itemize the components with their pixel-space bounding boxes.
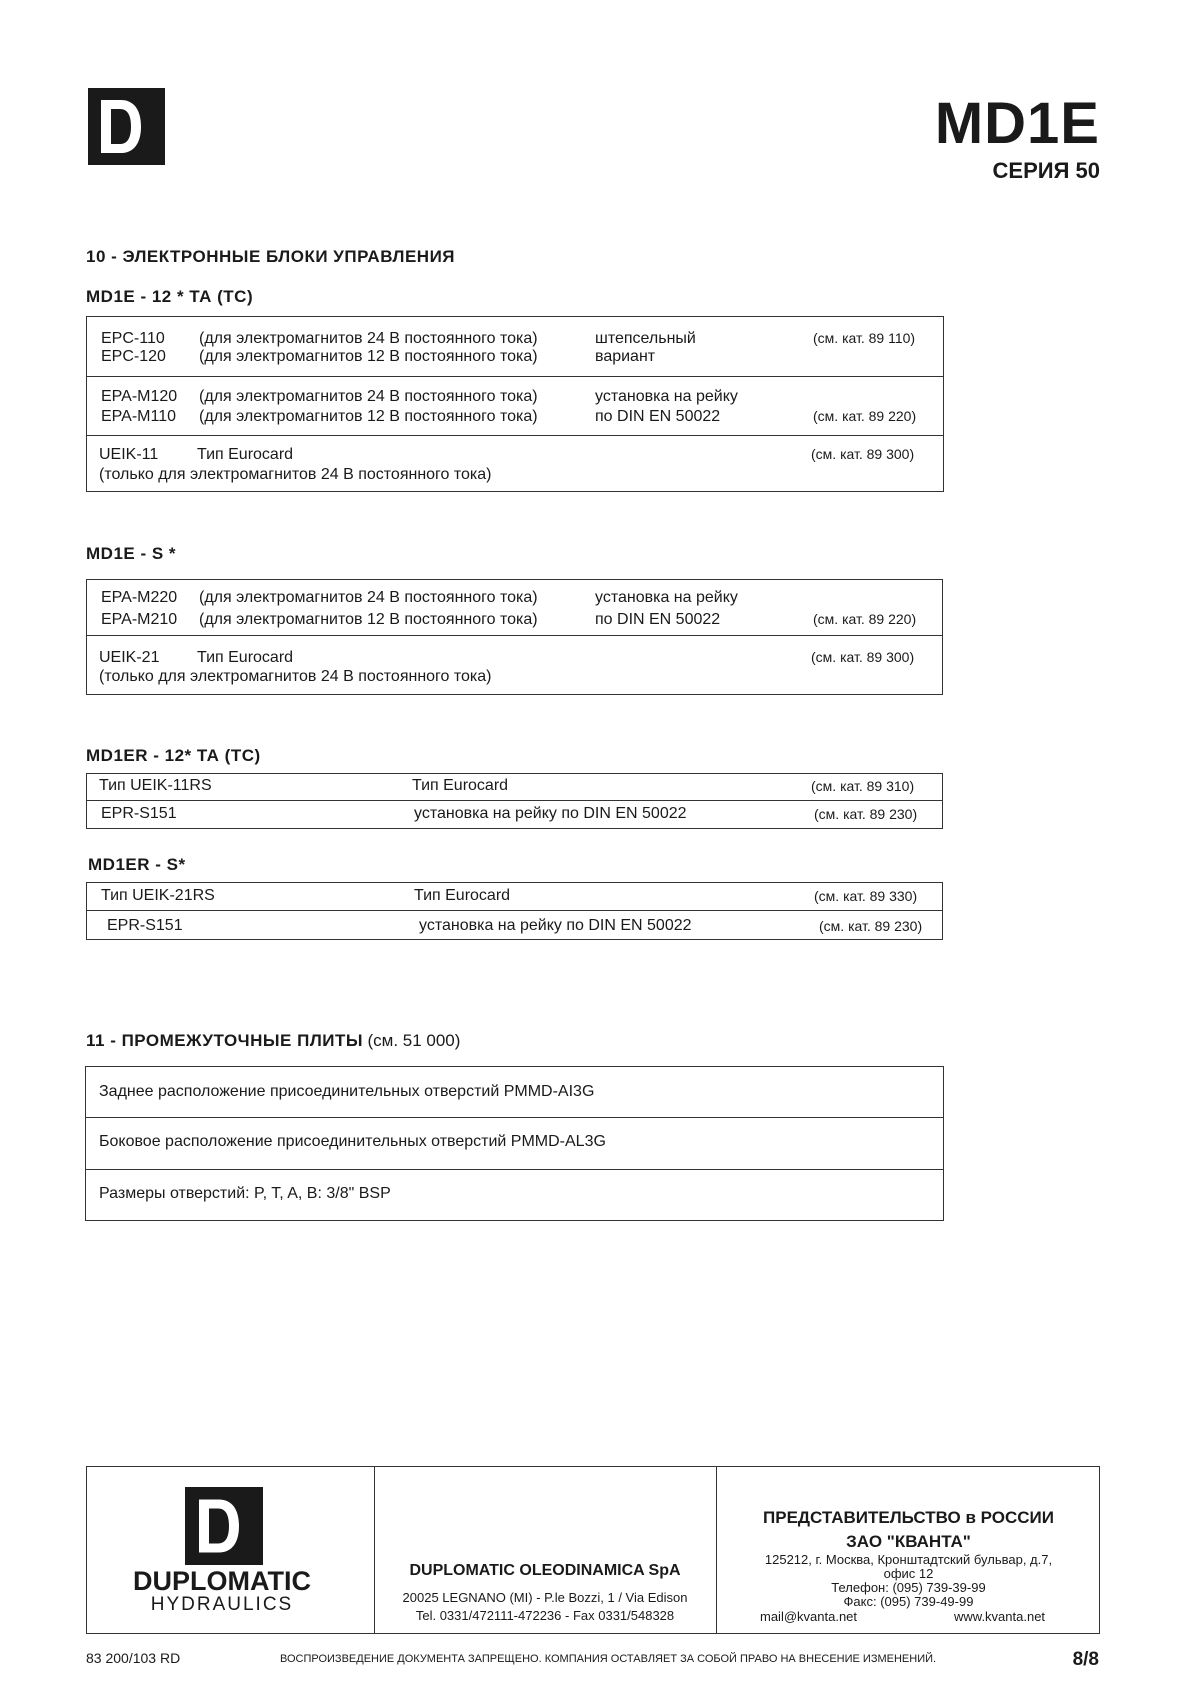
- rep-email-link[interactable]: mail@kvanta.net: [760, 1609, 858, 1624]
- catalog-ref: (см. кат. 89 300): [811, 446, 915, 462]
- code: EPR-S151: [101, 805, 177, 822]
- section11-table: [85, 1066, 944, 1221]
- section11-heading: 11 - ПРОМЕЖУТОЧНЫЕ ПЛИТЫ: [86, 1031, 364, 1050]
- desc: (для электромагнитов 24 В постоянного тока): [199, 589, 538, 606]
- copyright-notice: ВОСПРОИЗВЕДЕНИЕ ДОКУМЕНТА ЗАПРЕЩЕНО. КОМПАНИЯ ОСТАВЛЯЕТ ЗА СОБОЙ ПРАВО НА ВНЕСЕНИЕ ИЗМЕНЕНИЙ.: [280, 1653, 937, 1665]
- group2-subheading: MD1E - S *: [86, 544, 177, 563]
- catalog-ref: (см. кат. 89 230): [814, 806, 918, 822]
- section11-heading-line: [86, 1031, 460, 1051]
- rep-fax: Факс: (095) 739-49-99: [843, 1594, 974, 1609]
- desc: (для электромагнитов 12 В постоянного тока): [199, 611, 538, 628]
- group4-subheading: MD1ER - S*: [88, 855, 186, 874]
- code: EPA-M110: [101, 408, 176, 425]
- group2-table: [86, 579, 943, 695]
- logo-d-icon: [199, 1499, 239, 1553]
- catalog-ref: (см. кат. 89 220): [813, 408, 917, 424]
- catalog-ref: (см. кат. 89 330): [814, 888, 918, 904]
- group3-subheading: MD1ER - 12* ТА (ТС): [86, 746, 261, 765]
- type: по DIN EN 50022: [595, 408, 721, 425]
- plate-row: Заднее расположение присоединительных отверстий PMMD-AI3G: [99, 1083, 595, 1100]
- type: вариант: [595, 348, 656, 365]
- group1-table: [86, 316, 944, 492]
- company-name: DUPLOMATIC OLEODINAMICA SpA: [409, 1562, 681, 1579]
- code: EPR-S151: [107, 917, 183, 934]
- brand-name: DUPLOMATIC: [133, 1566, 311, 1596]
- section10-heading: 10 - ЭЛЕКТРОННЫЕ БЛОКИ УПРАВЛЕНИЯ: [86, 247, 456, 266]
- type: Тип Eurocard: [414, 887, 511, 904]
- type: установка на рейку: [595, 388, 738, 405]
- product-title: MD1E: [934, 91, 1100, 156]
- plate-row: Размеры отверстий: P, T, A, B: 3/8" BSP: [99, 1185, 391, 1202]
- code: Тип UEIK-11RS: [99, 777, 212, 794]
- code: UEIK-21: [99, 649, 160, 666]
- company-address: 20025 LEGNANO (MI) - P.le Bozzi, 1 / Via Edison: [402, 1590, 688, 1605]
- catalog-ref: (см. кат. 89 110): [813, 330, 916, 346]
- brand-sub: HYDRAULICS: [150, 1594, 294, 1615]
- desc: (для электромагнитов 24 В постоянного тока): [199, 388, 538, 405]
- rep-address: 125212, г. Москва, Кронштадтский бульвар, д.7,: [764, 1552, 1053, 1567]
- desc: (для электромагнитов 24 В постоянного тока): [199, 330, 538, 347]
- type: Тип Eurocard: [197, 446, 294, 463]
- footer-logo: [185, 1487, 263, 1565]
- group4-table: [86, 882, 943, 940]
- type: установка на рейку: [595, 589, 738, 606]
- code: EPA-M210: [101, 611, 178, 628]
- note: (только для электромагнитов 24 В постоянного тока): [99, 466, 492, 483]
- desc: (для электромагнитов 12 В постоянного тока): [199, 348, 538, 365]
- type: по DIN EN 50022: [595, 611, 721, 628]
- code: EPA-M120: [101, 388, 178, 405]
- rep-website-link[interactable]: www.kvanta.net: [954, 1609, 1046, 1624]
- type: штепсельный: [595, 330, 696, 347]
- rep-title: ПРЕДСТАВИТЕЛЬСТВО в РОССИИ: [763, 1508, 1054, 1527]
- footer-box: [86, 1466, 1100, 1634]
- code: EPC-110: [101, 330, 165, 347]
- code: UEIK-11: [99, 446, 159, 463]
- rep-office: офис 12: [883, 1566, 934, 1581]
- duplomatic-logo: [88, 88, 165, 165]
- code: Тип UEIK-21RS: [101, 887, 215, 904]
- section11-ref: (см. 51 000): [367, 1031, 461, 1050]
- type: установка на рейку по DIN EN 50022: [414, 805, 687, 822]
- type: Тип Eurocard: [197, 649, 294, 666]
- catalog-ref: (см. кат. 89 310): [811, 778, 915, 794]
- code: EPA-M220: [101, 589, 178, 606]
- rep-company: ЗАО "КВАНТА": [846, 1532, 971, 1551]
- document-code: 83 200/103 RD: [86, 1650, 181, 1666]
- note: (только для электромагнитов 24 В постоянного тока): [99, 668, 492, 685]
- company-phone: Tel. 0331/472111-472236 - Fax 0331/548328: [415, 1608, 675, 1623]
- desc: (для электромагнитов 12 В постоянного тока): [199, 408, 538, 425]
- code: EPC-120: [101, 348, 166, 365]
- catalog-ref: (см. кат. 89 300): [811, 649, 915, 665]
- rep-phone: Телефон: (095) 739-39-99: [831, 1580, 986, 1595]
- page-number: 8/8: [1072, 1649, 1099, 1670]
- series-label: СЕРИЯ 50: [992, 158, 1100, 183]
- type: установка на рейку по DIN EN 50022: [419, 917, 692, 934]
- catalog-ref: (см. кат. 89 220): [813, 611, 917, 627]
- footer-divider: [716, 1467, 717, 1633]
- logo-d-icon: [101, 100, 141, 153]
- catalog-ref: (см. кат. 89 230): [819, 918, 923, 934]
- type: Тип Eurocard: [412, 777, 509, 794]
- group1-subheading: MD1E - 12 * ТА (ТС): [86, 287, 254, 306]
- group3-table: [86, 773, 943, 829]
- plate-row: Боковое расположение присоединительных отверстий PMMD-AL3G: [99, 1133, 606, 1150]
